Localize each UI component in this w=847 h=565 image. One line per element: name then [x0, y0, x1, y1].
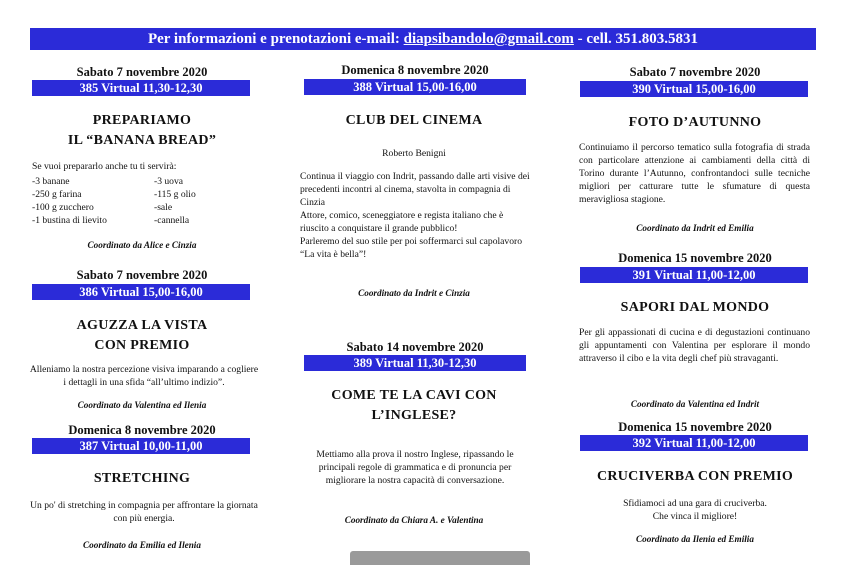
event-date: Domenica 8 novembre 2020	[341, 63, 489, 77]
event-date: Sabato 7 novembre 2020	[76, 65, 208, 79]
event-title: STRETCHING	[93, 471, 191, 486]
event-date: Sabato 14 novembre 2020	[346, 340, 484, 354]
event-paragraph: Continua il viaggio con Indrit, passando dalle arti visive dei precedenti incontri al cinema, stavolta in compagnia di Cinzia	[300, 171, 530, 208]
event-title: CLUB DEL CINEMA	[345, 113, 483, 128]
contact-prefix: Per informazioni e prenotazioni e-mail:	[147, 31, 404, 47]
event-description: Alleniamo la nostra percezione visiva imparando a cogliere i dettagli in una sfida “all’ultimo indizio”.	[29, 364, 259, 388]
event-description: Mettiamo alla prova il nostro Inglese, ripassando le principali regole di grammatica e di pronuncia per migliorare la nostra capacità di conversazione.	[316, 449, 514, 486]
ingredient: -1 bustina di lievito	[32, 215, 107, 226]
event-coordinator: Coordinato da Emilia ed Ilenia	[83, 540, 201, 550]
ingredient: -cannella	[154, 215, 190, 226]
event-session-band: 385 Virtual 11,30-12,30	[32, 80, 250, 96]
event-session-band: 391 Virtual 11,00-12,00	[580, 267, 808, 283]
event-title	[30, 111, 254, 151]
event-session-band: 388 Virtual 15,00-16,00	[304, 79, 526, 95]
event-title: CRUCIVERBA CON PREMIO	[596, 469, 794, 484]
contact-phone: - cell. 351.803.5831	[573, 31, 699, 47]
event-date: Domenica 15 novembre 2020	[618, 251, 772, 265]
event-title-line1: COME TE LA CAVI CON	[331, 388, 497, 403]
event-date: Domenica 8 novembre 2020	[68, 423, 216, 437]
ingredients-left	[32, 175, 142, 227]
event-title-line1: AGUZZA LA VISTA	[76, 318, 208, 333]
event-paragraph: Parleremo del suo stile per poi soffermarci sul capolavoro “La vita è bella”!	[300, 236, 523, 260]
event-description: Continuiamo il percorso tematico sulla fotografia di strada con particolare attenzione ai cambiamenti della città di Torino durante l’Autunno, confrontandoci sulle tecniche migliori per catturare tutte le sfumature di questa meravigliosa stagione.	[579, 142, 810, 205]
event-description	[300, 170, 530, 261]
event-title	[300, 386, 528, 426]
event-coordinator: Coordinato da Indrit e Cinzia	[358, 288, 470, 298]
event-paragraph: Attore, comico, sceneggiatore e regista italiano che è riuscito a conquistare il grande pubblico!	[300, 210, 504, 234]
event-line: Sfidiamoci ad una gara di cruciverba.	[623, 498, 767, 509]
event-coordinator: Coordinato da Indrit ed Emilia	[636, 223, 754, 233]
event-description	[578, 497, 812, 523]
event-coordinator: Coordinato da Alice e Cinzia	[87, 240, 197, 250]
ingredient: -115 g olio	[154, 189, 196, 200]
event-date: Sabato 7 novembre 2020	[629, 65, 761, 79]
event-session-band: 386 Virtual 15,00-16,00	[32, 284, 250, 300]
ingredient: -3 uova	[154, 176, 184, 187]
event-title-line1: PREPARIAMO	[92, 113, 192, 128]
event-coordinator: Coordinato da Ilenia ed Emilia	[636, 534, 754, 544]
event-date: Domenica 15 novembre 2020	[618, 420, 772, 434]
event-line: Che vinca il migliore!	[652, 511, 738, 522]
event-coordinator: Coordinato da Valentina ed Ilenia	[77, 400, 207, 410]
event-session-band: 387 Virtual 10,00-11,00	[32, 438, 250, 454]
ingredients-right	[154, 175, 254, 227]
bottom-toolbar[interactable]	[350, 551, 530, 565]
ingredient: -250 g farina	[32, 189, 82, 200]
event-subtitle: Roberto Benigni	[382, 148, 446, 159]
event-session-band: 389 Virtual 11,30-12,30	[304, 355, 526, 371]
event-session-band: 390 Virtual 15,00-16,00	[580, 81, 808, 97]
event-coordinator: Coordinato da Valentina ed Indrit	[630, 399, 760, 409]
event-title-line2: CON PREMIO	[94, 338, 190, 353]
event-title: SAPORI DAL MONDO	[620, 300, 770, 315]
event-intro: Se vuoi prepararlo anche tu ti servirà:	[32, 161, 177, 172]
event-description: Per gli appassionati di cucina e di degustazioni continuano gli appuntamenti con Valentina per esplorare il mondo attraverso il cibo e la vita degli chef più stravaganti.	[579, 327, 810, 364]
event-title	[30, 316, 254, 356]
event-title: FOTO D’AUTUNNO	[628, 115, 762, 130]
event-session-band: 392 Virtual 11,00-12,00	[580, 435, 808, 451]
event-title-line2: L’INGLESE?	[371, 408, 457, 423]
event-title-line2: IL “BANANA BREAD”	[67, 133, 217, 148]
contact-email-link[interactable]: diapsibandolo@gmail.com	[403, 31, 574, 47]
event-coordinator: Coordinato da Chiara A. e Valentina	[344, 515, 484, 525]
ingredient: -sale	[154, 202, 173, 213]
event-date: Sabato 7 novembre 2020	[76, 268, 208, 282]
event-description: Un po' di stretching in compagnia per affrontare la giornata con più energia.	[30, 500, 258, 524]
ingredient: -100 g zucchero	[32, 202, 94, 213]
contact-banner	[30, 28, 816, 50]
ingredient: -3 banane	[32, 176, 70, 187]
